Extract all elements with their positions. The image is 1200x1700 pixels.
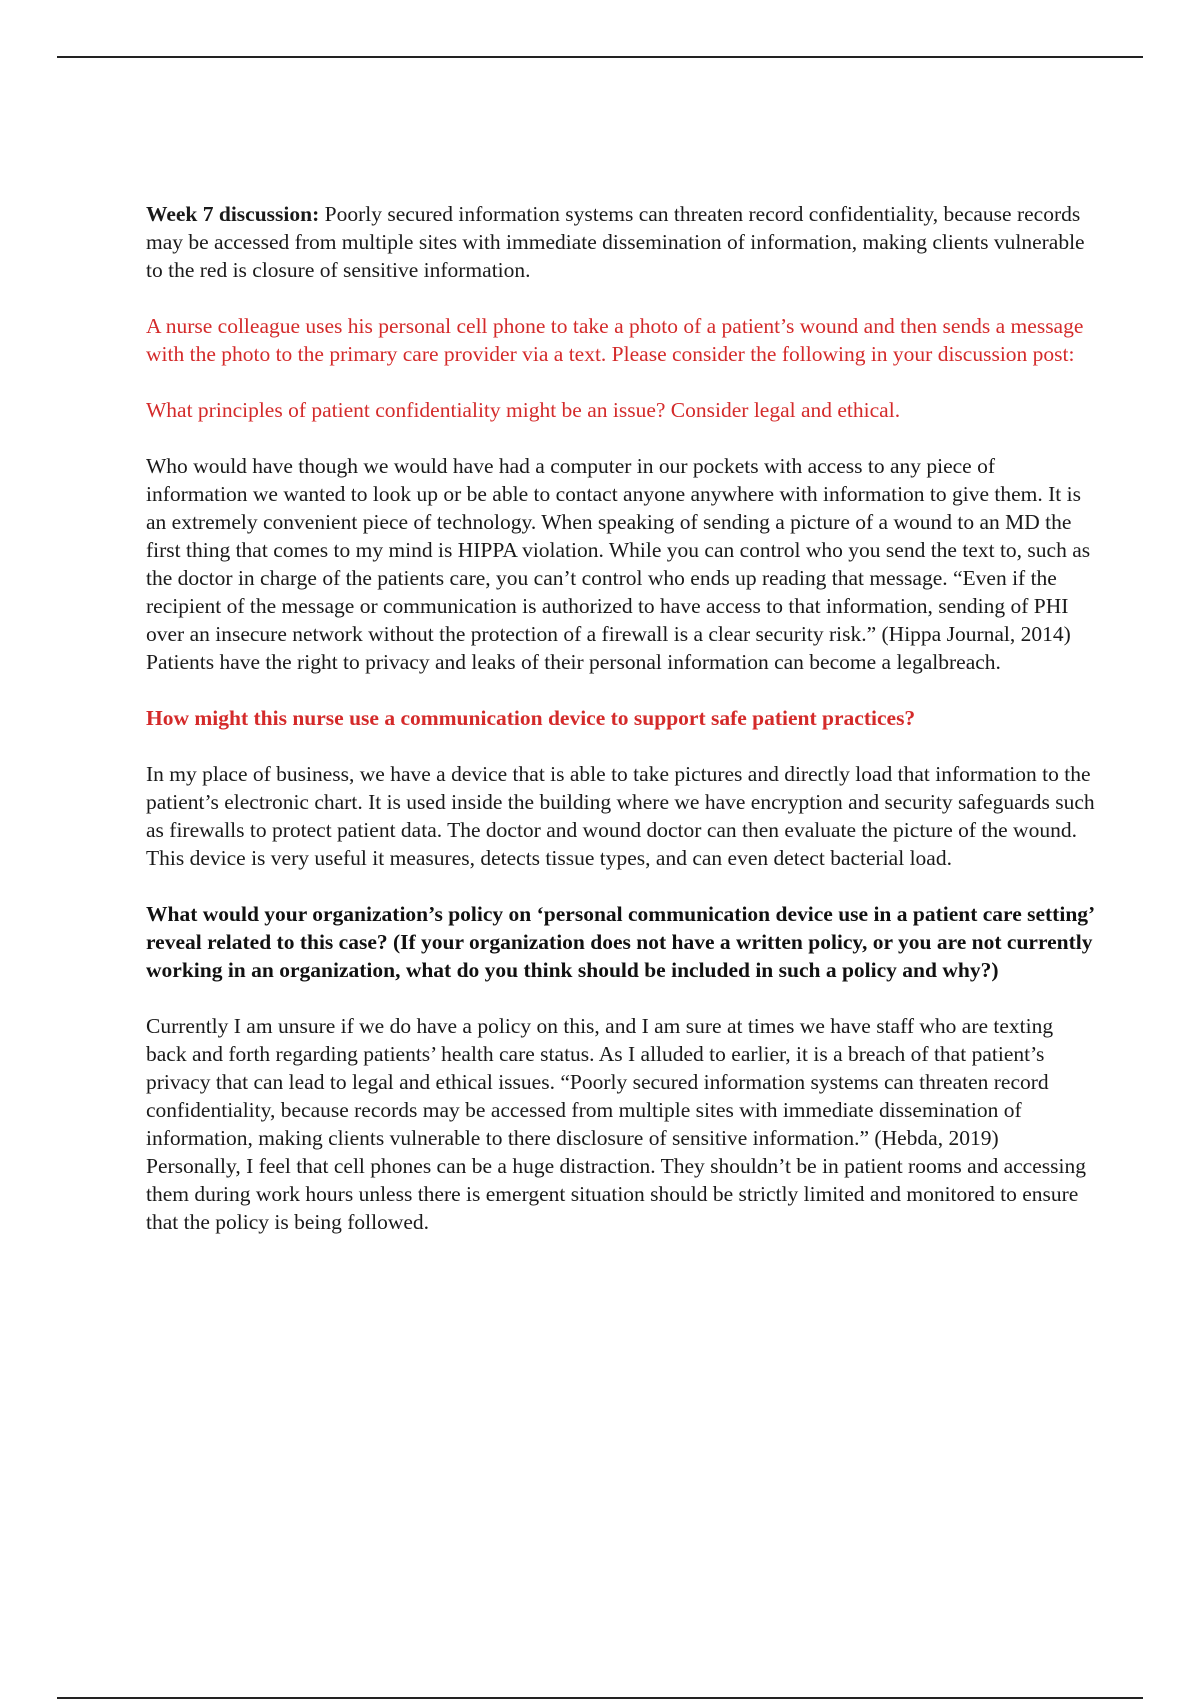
answer-3: Currently I am unsure if we do have a policy on this, and I am sure at times we have staff who are texting back and forth regarding patients’ health care status. As I alluded to earlier, it is a breach of that patient’s privacy that can lead to legal and ethical issues. “Poorly secured information systems can threaten record confidentiality, because records may be accessed from multiple sites with immediate dissemination of information, making clients vulnerable to there disclosure of sensitive information.” (Hebda, 2019) Personally, I feel that cell phones can be a huge distraction. They shouldn’t be in patient rooms and accessing them during work hours unless there is emergent situation should be strictly limited and monitored to ensure that the policy is being followed. xyxy=(146,1014,1086,1234)
assignment-prompt: A nurse colleague uses his personal cell phone to take a photo of a patient’s wound and then sends a message with the photo to the primary care provider via a text. Please consider the following in your discussion post: xyxy=(146,314,1084,366)
document-body xyxy=(146,200,1096,1264)
answer-1: Who would have though we would have had a computer in our pockets with access to any piece of information we wanted to look up or be able to contact anyone anywhere with information to give them. It is an extremely convenient piece of technology. When speaking of sending a picture of a wound to an MD the first thing that comes to my mind is HIPPA violation. While you can control who you send the text to, such as the doctor in charge of the patients care, you can’t control who ends up reading that message. “Even if the recipient of the message or communication is authorized to have access to that information, sending of PHI over an insecure network without the protection of a firewall is a clear security risk.” (Hippa Journal, 2014) Patients have the right to privacy and leaks of their personal information can become a legalbreach. xyxy=(146,454,1091,674)
answer-2: In my place of business, we have a device that is able to take pictures and directly load that information to the patient’s electronic chart. It is used inside the building where we have encryption and security safeguards such as firewalls to protect patient data. The doctor and wound doctor can then evaluate the picture of the wound. This device is very useful it measures, detects tissue types, and can even detect bacterial load. xyxy=(146,762,1095,870)
question-1: What principles of patient confidentiality might be an issue? Consider legal and ethical. xyxy=(146,398,901,422)
intro-paragraph xyxy=(146,200,1096,284)
top-rule xyxy=(57,56,1143,58)
question-2: How might this nurse use a communication device to support safe patient practices? xyxy=(146,706,916,730)
bottom-rule xyxy=(57,1697,1143,1699)
intro-label: Week 7 discussion: xyxy=(146,202,320,226)
intro-text: Poorly secured information systems can threaten record confidentiality, because records may be accessed from multiple sites with immediate dissemination of information, making clients vulnerable to the red is closure of sensitive information. xyxy=(146,202,1085,282)
question-3: What would your organization’s policy on ‘personal communication device use in a patient care setting’ reveal related to this case? (If your organization does not have a written policy, or you are not currently working in an organization, what do you think should be included in such a policy and why?) xyxy=(146,902,1094,982)
